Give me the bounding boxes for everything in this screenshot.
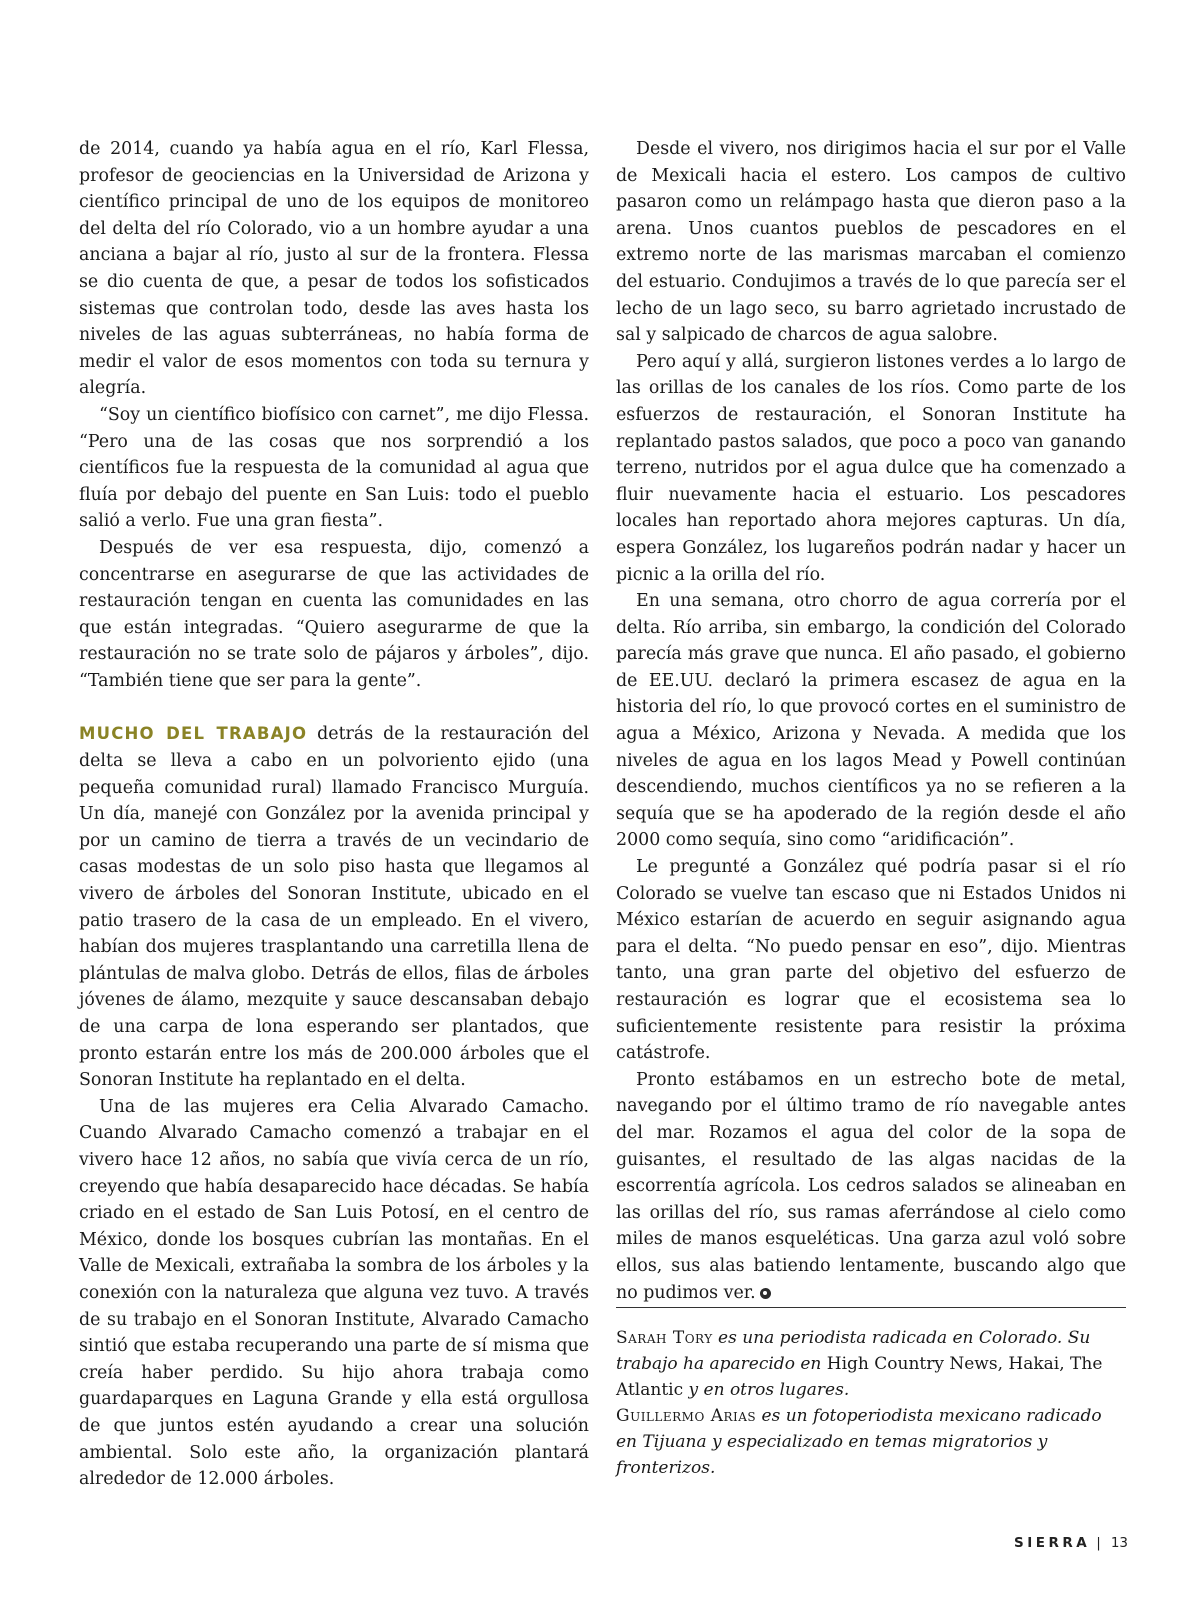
author-name: Sarah Tory [616,1328,713,1348]
final-paragraph [616,1067,1126,1306]
photographer-bio [616,1403,1126,1481]
publication-name: High Country News [826,1354,998,1374]
paragraph: Le pregunté a González qué podría pasar si el río Colorado se vuelve tan escaso que ni Estados Unidos ni México estarían de acuerdo en seguir asignando agua para el delta. “No puedo pensar en eso”, dijo. Mientras tanto, una gran parte del objetivo del esfuerzo de restauración es lograr que el ecosistema sea lo suficientemente resistente para resistir la próxima catástrofe. [616,857,1126,1064]
publication-name: Hakai [1008,1354,1060,1374]
paragraph: Una de las mujeres era Celia Alvarado Camacho. Cuando Alvarado Camacho comenzó a trabajar en el vivero hace 12 años, no sabía que vivía cerca de un río, creyendo que había desaparecido hace décadas. Se había criado en el estado de San Luis Potosí, en el centro de México, donde los bosques cubrían las montañas. En el Valle de Mexicali, extrañaba la sombra de los árboles y la conexión con la naturaleza que alguna vez tuvo. A través de su trabajo en el Sonoran Institute, Alvarado Camacho sintió que estaba recuperando una parte de sí misma que creía haber perdido. Su hijo ahora trabaja como guardaparques en Laguna Grande y ella está orgullosa de que juntos estén ayudando a crear una solución ambiental. Solo este año, la organización plantará alrededor de 12.000 árboles. [79,1096,589,1490]
page-footer [1014,1535,1128,1551]
magazine-name: SIERRA [1014,1535,1091,1551]
paragraph: En una semana, otro chorro de agua correría por el delta. Río arriba, sin embargo, la condición del Colorado parecía más grave que nunca. El año pasado, el gobierno de EE.UU. declaró la primera escasez de agua en la historia del río, lo que provocó cortes en el suministro de agua a México, Arizona y Nevada. A medida que los niveles de agua en los lagos Mead y Powell continúan descendiendo, muchos científicos ya no se refieren a la sequía que se ha apoderado de la región desde el año 2000 como sequía, sino como “aridificación”. [616,591,1126,851]
section-paragraph [79,721,589,1093]
author-bio-text: es una periodista radicada en Colorado. Su trabajo ha aparecido en [616,1328,1091,1374]
end-of-article-mark-icon [760,1288,771,1299]
page-number: 13 [1110,1535,1128,1551]
photographer-bio-text: es un fotoperiodista mexicano radicado en Tijuana y especializado en temas migratorios y fronterizos. [616,1406,1102,1478]
author-bio [616,1325,1126,1403]
contributor-bios [616,1325,1126,1481]
paragraph-text: detrás de la restauración del delta se lleva a cabo en un polvoriento ejido (una pequeña comunidad rural) llamado Francisco Murguía. Un día, manejé con González por la avenida principal y por un camino de tierra a través de un vecindario de casas modestas de un solo piso hasta que llegamos al vivero de árboles del Sonoran Institute, ubicado en el patio trasero de la casa de un empleado. En el vivero, habían dos mujeres trasplantando una carretilla llena de plántulas de malva globo. Detrás de ellos, filas de árboles jóvenes de álamo, mezquite y sauce descansaban debajo de una carpa de lona esperando ser plantados, que pronto estarán entre los más de 200.000 árboles que el Sonoran Institute ha replantado en el delta. [79,724,589,1091]
footer-separator: | [1096,1535,1101,1551]
paragraph: Desde el vivero, nos dirigimos hacia el sur por el Valle de Mexicali hacia el estero. Los campos de cultivo pasaron como un relámpago hasta que dieron paso a la arena. Unos cuantos pueblos de pescadores en el extremo norte de las marismas marcaban el comienzo del estuario. Condujimos a través de lo que parecía ser el lecho de un lago seco, su barro agrietado incrustado de sal y salpicado de charcos de agua salobre. [616,139,1126,346]
article-column-left [79,136,589,1493]
author-bio-text: y en otros lugares. [683,1380,850,1400]
bio-divider [616,1307,1126,1308]
publication-name: The Atlantic [616,1354,1103,1400]
paragraph: de 2014, cuando ya había agua en el río, Karl Flessa, profesor de geociencias en la Universidad de Arizona y científico principal de uno de los equipos de monitoreo del delta del río Colorado, vio a un hombre ayudar a una anciana a bajar al río, justo al sur de la frontera. Flessa se dio cuenta de que, a pesar de todos los sofisticados sistemas que controlan todo, desde las aves hasta los niveles de las aguas subterráneas, no había forma de medir el valor de esos momentos con toda su ternura y alegría. [79,139,589,399]
separator: , [1059,1354,1071,1374]
photographer-name: Guillermo Arias [616,1406,757,1426]
paragraph: Pero aquí y allá, surgieron listones verdes a lo largo de las orillas de los canales de los ríos. Como parte de los esfuerzos de restauración, el Sonoran Institute ha replantado pastos salados, que poco a poco van ganando terreno, nutridos por el agua dulce que ha comenzado a fluir nuevamente hacia el estuario. Los pescadores locales han reportado ahora mejores capturas. Un día, espera González, los lugareños podrán nadar y hacer un picnic a la orilla del río. [616,351,1126,585]
article-column-right [616,136,1126,1306]
paragraph-text: Pronto estábamos en un estrecho bote de metal, navegando por el último tramo de río navegable antes del mar. Rozamos el agua del color de la sopa de guisantes, el resultado de las algas nacidas de la escorrentía agrícola. Los cedros salados se alineaban en las orillas del río, sus ramas aferrándose al cielo como miles de manos esqueléticas. Una garza azul voló sobre ellos, sus alas batiendo lentamente, buscando algo que no pudimos ver. [616,1069,1126,1303]
paragraph: “Soy un científico biofísico con carnet”, me dijo Flessa. “Pero una de las cosas que nos sorprendió a los científicos fue la respuesta de la comunidad al agua que fluía por debajo del puente en San Luis: todo el pueblo salió a verlo. Fue una gran fiesta”. [79,404,589,532]
paragraph: Después de ver esa respuesta, dijo, comenzó a concentrarse en asegurarse de que las actividades de restauración tengan en cuenta las comunidades en las que están integradas. “Quiero asegurarme de que la restauración no se trate solo de pájaros y árboles”, dijo. “También tiene que ser para la gente”. [79,537,589,691]
separator: , [997,1354,1009,1374]
section-lead-in: MUCHO DEL TRABAJO [79,724,308,744]
